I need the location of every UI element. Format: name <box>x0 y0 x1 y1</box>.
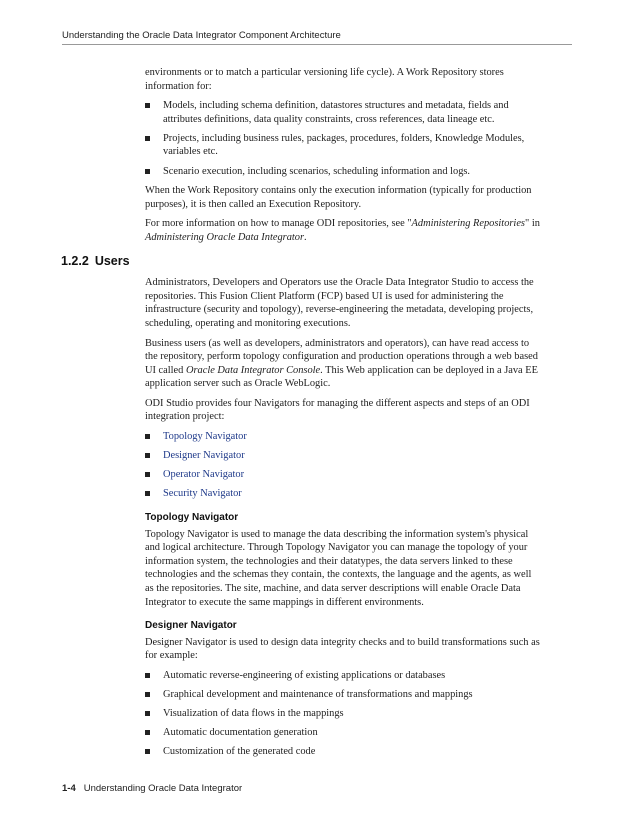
work-repo-intro: environments or to match a particular versioning life cycle). A Work Repository stores information for: <box>145 67 504 92</box>
list-item: Customization of the generated code <box>145 745 540 759</box>
bullet-icon <box>145 169 150 174</box>
designer-paragraph: Designer Navigator is used to design data integrity checks and to build transformations such as for example: <box>145 636 540 662</box>
list-item <box>145 430 540 444</box>
designer-navigator-link[interactable]: Designer Navigator <box>163 450 245 462</box>
section-heading-users: 1.2.2 Users <box>61 253 130 268</box>
running-header: Understanding the Oracle Data Integrator Component Architecture <box>62 30 341 41</box>
more-info-paragraph: For more information on how to manage ODI repositories, see "Administering Repositories" in Administering Oracle Data Integrator. <box>145 218 540 243</box>
navigator-list <box>145 430 540 501</box>
bullet-icon <box>145 103 150 108</box>
users-paragraph-2: Business users (as well as developers, administrators and operators), can have read access to the repository, perform topology configuration and production operations through a web based UI called Oracle Data Integrator Console. This Web application can be deployed in a Java EE application server such as Oracle WebLogic. <box>145 337 538 390</box>
list-item: Projects, including business rules, packages, procedures, folders, Knowledge Modules, variables etc. <box>145 132 540 159</box>
bullet-icon <box>145 749 150 754</box>
topology-navigator-link[interactable]: Topology Navigator <box>163 431 247 443</box>
bullet-icon <box>145 453 150 458</box>
list-item: Automatic documentation generation <box>145 726 540 740</box>
users-paragraph-3: ODI Studio provides four Navigators for managing the different aspects and steps of an ODI integration project: <box>145 397 530 423</box>
bullet-icon <box>145 136 150 141</box>
list-item <box>145 487 540 501</box>
header-rule <box>62 44 572 45</box>
designer-list <box>145 669 540 759</box>
bullet-icon <box>145 692 150 697</box>
list-item: Automatic reverse-engineering of existing applications or databases <box>145 669 540 683</box>
designer-navigator-heading: Designer Navigator <box>145 620 237 632</box>
exec-repo-paragraph: When the Work Repository contains only the execution information (typically for production purposes), it is then called an Execution Repository. <box>145 185 532 210</box>
page-footer <box>62 783 242 794</box>
bullet-icon <box>145 711 150 716</box>
list-item <box>145 468 540 482</box>
work-repo-list <box>145 99 540 178</box>
bullet-icon <box>145 673 150 678</box>
operator-navigator-link[interactable]: Operator Navigator <box>163 469 245 481</box>
footer-book-title: Understanding Oracle Data Integrator <box>83 783 243 794</box>
list-item: Visualization of data flows in the mappings <box>145 707 540 721</box>
topology-navigator-heading: Topology Navigator <box>145 511 239 523</box>
list-item: Models, including schema definition, datastores structures and metadata, fields and attributes definitions, data quality constraints, cross references, data lineage etc. <box>145 99 540 126</box>
administering-repositories-link[interactable]: Administering Repositories <box>411 218 525 230</box>
list-item: Scenario execution, including scenarios, scheduling information and logs. <box>145 165 540 179</box>
security-navigator-link[interactable]: Security Navigator <box>163 488 242 500</box>
bullet-icon <box>145 472 150 477</box>
page-body <box>61 66 540 765</box>
topology-paragraph: Topology Navigator is used to manage the data describing the information system's physical and logical architecture. Through Topology Navigator you can manage the topology of your information system, the technologies and their datatypes, the data servers linked to these technologies and the schemas they contain, the contexts, the language and the agents, as well as the repositories. The site, machine, and data server descriptions will enable Oracle Data Integrator to execute the same mappings in different environments. <box>145 528 532 608</box>
book-title-reference: Administering Oracle Data Integrator <box>145 231 305 243</box>
page-number: 1-4 <box>62 783 76 794</box>
list-item: Graphical development and maintenance of transformations and mappings <box>145 688 540 702</box>
bullet-icon <box>145 730 150 735</box>
list-item <box>145 449 540 463</box>
bullet-icon <box>145 434 150 439</box>
console-reference: Oracle Data Integrator Console <box>185 364 321 376</box>
bullet-icon <box>145 491 150 496</box>
users-paragraph-1: Administrators, Developers and Operators use the Oracle Data Integrator Studio to access the repositories. This Fusion Client Platform (FCP) based UI is used for administering the infrastructure (security and topology), reverse-engineering the metadata, developing projects, scheduling, operating and monitoring executions. <box>145 277 534 329</box>
